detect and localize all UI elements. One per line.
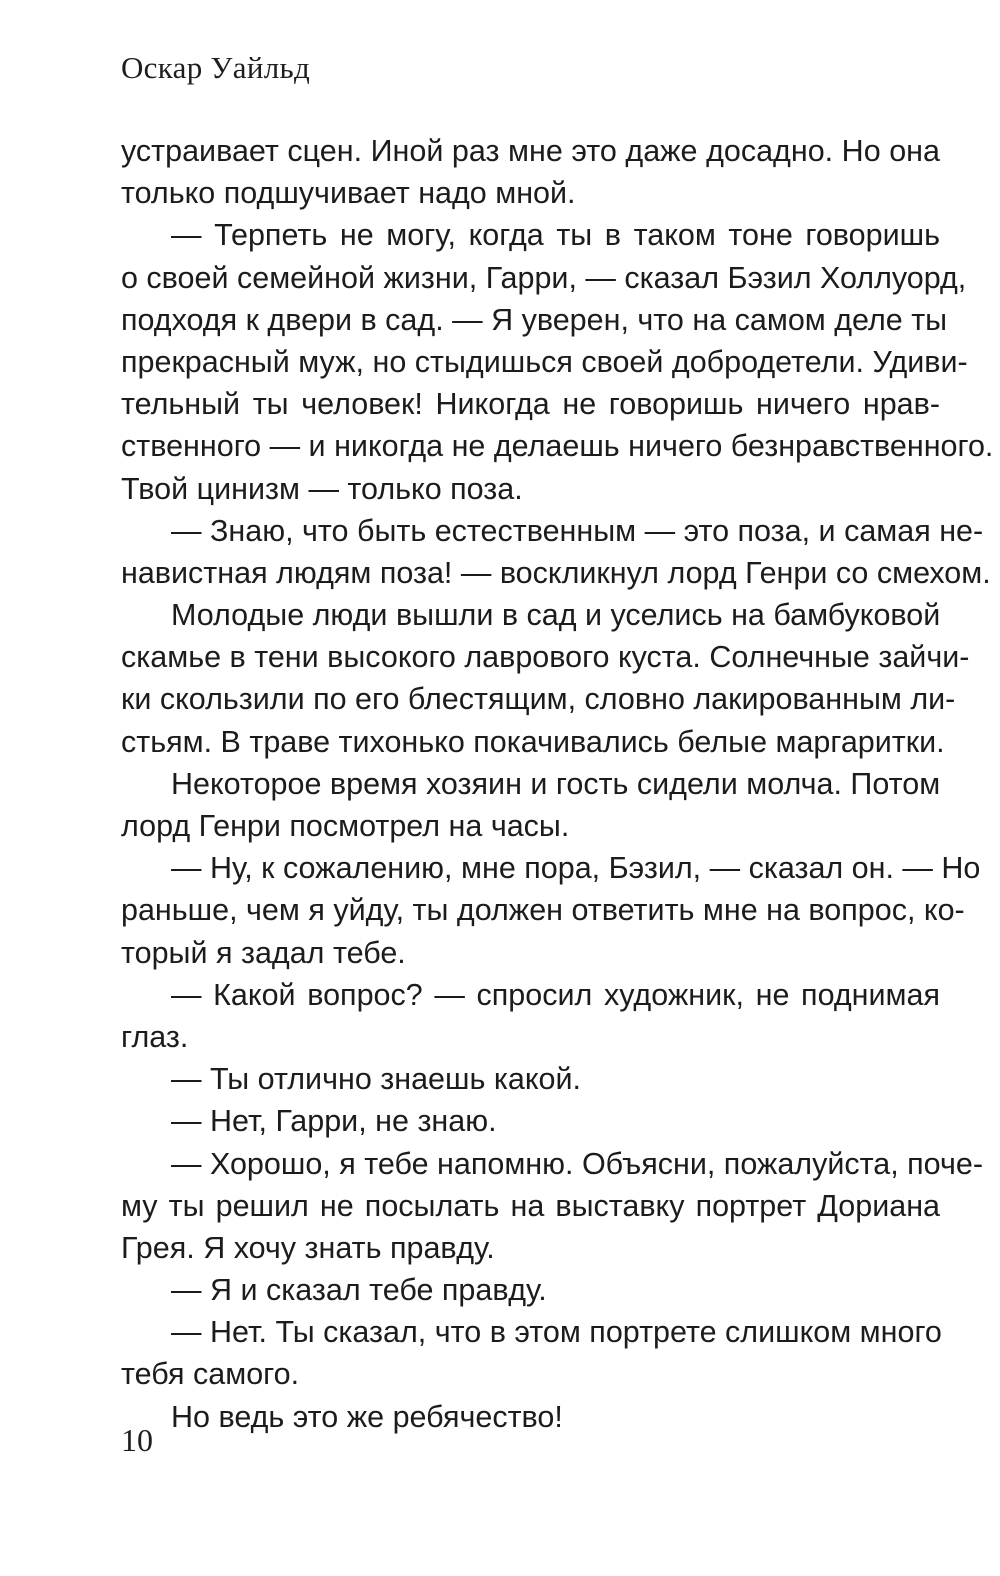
- text-line: ственного — и никогда не делаешь ничего безнравственного.: [121, 429, 994, 464]
- text-line: — Я и сказал тебе правду.: [171, 1273, 547, 1308]
- text-line: прекрасный муж, но стыдишься своей добродетели. Удиви-: [121, 344, 968, 379]
- text-line: Молодые люди вышли в сад и уселись на бамбуковой: [171, 598, 941, 633]
- text-line: тельный ты человек! Никогда не говоришь ничего нрав-: [121, 387, 940, 422]
- text-line: — Хорошо, я тебе напомню. Объясни, пожалуйста, поче-: [171, 1146, 983, 1181]
- page-number: 10: [121, 1422, 153, 1458]
- text-line: тебя самого.: [121, 1357, 300, 1392]
- text-line: стьям. В траве тихонько покачивались белые маргаритки.: [121, 724, 945, 759]
- text-line: — Ты отлично знаешь какой.: [171, 1062, 581, 1097]
- text-line: навистная людям поза! — воскликнул лорд Генри со смехом.: [121, 555, 991, 590]
- text-line: ки скользили по его блестящим, словно лакированным ли-: [121, 682, 956, 717]
- text-line: — Терпеть не могу, когда ты в таком тоне говоришь: [171, 218, 940, 253]
- text-line: торый я задал тебе.: [121, 935, 406, 970]
- text-line: — Знаю, что быть естественным — это поза, и самая не-: [171, 513, 984, 548]
- text-line: — Ну, к сожалению, мне пора, Бэзил, — сказал он. — Но: [171, 851, 981, 886]
- text-line: раньше, чем я уйду, ты должен ответить мне на вопрос, ко-: [121, 893, 965, 928]
- body-text: [121, 130, 994, 1438]
- text-line: скамье в тени высокого лаврового куста. Солнечные зайчи-: [121, 640, 970, 675]
- text-line: только подшучивает надо мной.: [121, 176, 576, 211]
- text-line: — Какой вопрос? — спросил художник, не поднимая: [171, 977, 940, 1012]
- text-line: лорд Генри посмотрел на часы.: [121, 809, 570, 843]
- text-line: Некоторое время хозяин и гость сидели молча. Потом: [171, 766, 941, 801]
- text-line: устраивает сцен. Иной раз мне это даже досадно. Но она: [121, 134, 940, 168]
- text-line: Грея. Я хочу знать правду.: [121, 1230, 495, 1265]
- text-line: Но ведь это же ребячество!: [171, 1399, 563, 1434]
- text-line: Твой цинизм — только поза.: [121, 471, 523, 506]
- text-line: — Нет. Ты сказал, что в этом портрете слишком много: [171, 1315, 942, 1350]
- text-line: му ты решил не посылать на выставку портрет Дориана: [121, 1188, 940, 1223]
- text-line: о своей семейной жизни, Гарри, — сказал Бэзил Холлуорд,: [121, 260, 967, 295]
- text-line: подходя к двери в сад. — Я уверен, что на самом деле ты: [121, 302, 948, 337]
- text-line: — Нет, Гарри, не знаю.: [171, 1104, 497, 1139]
- text-line: глаз.: [121, 1019, 189, 1054]
- running-head-author: Оскар Уайльд: [121, 50, 311, 85]
